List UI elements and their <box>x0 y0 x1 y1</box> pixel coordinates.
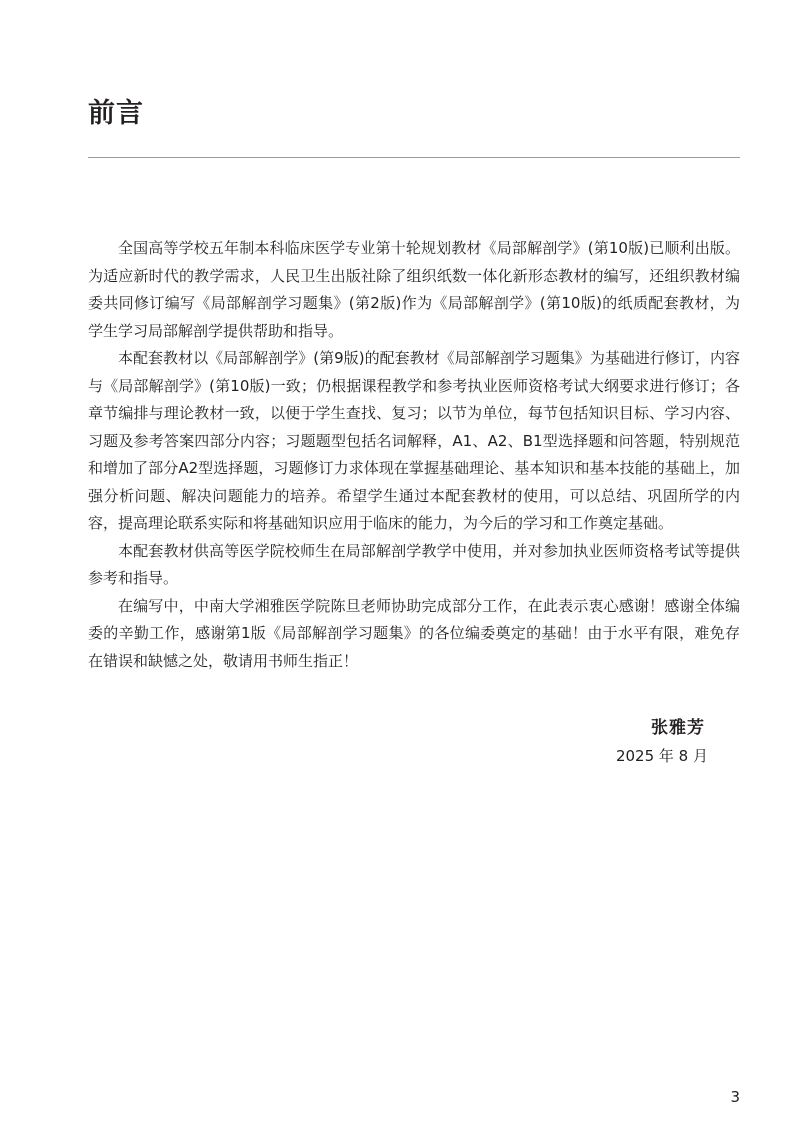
preface-paragraph-3: 本配套教材供高等医学院校师生在局部解剖学教学中使用，并对参加执业医师资格考试等提供参考和指导。 <box>88 541 740 587</box>
preface-paragraph-2: 本配套教材以《局部解剖学》(第9版)的配套教材《局部解剖学习题集》为基础进行修订，内容与《局部解剖学》(第10版)一致；仍根据课程教学和参考执业医师资格考试大纲要求进行修订；各章节编排与理论教材一致，以便于学生查找、复习；以节为单位，每节包括知识目标、学习内容、习题及参考答案四部分内容；习题题型包括名词解释，A1、A2、B1型选择题和问答题，特别规范和增加了部分A2型选择题，习题修订力求体现在掌握基础理论、基本知识和基本技能的基础上，加强分析问题、解决问题能力的培养。希望学生通过本配套教材的使用，可以总结、巩固所学的内容，提高理论联系实际和将基础知识应用于临床的能力，为今后的学习和工作奠定基础。 <box>88 349 740 532</box>
preface-paragraph-1: 全国高等学校五年制本科临床医学专业第十轮规划教材《局部解剖学》(第10版)已顺利出版。为适应新时代的教学需求，人民卫生出版社除了组织纸数一体化新形态教材的编写，还组织教材编委共同修订编写《局部解剖学习题集》(第2版)作为《局部解剖学》(第10版)的纸质配套教材，为学生学习局部解剖学提供帮助和指导。 <box>88 239 740 340</box>
page-title: 前言 <box>88 98 144 129</box>
signature-date: 2025 年 8 月 <box>615 747 708 765</box>
preface-paragraph-4: 在编写中，中南大学湘雅医学院陈旦老师协助完成部分工作，在此表示衷心感谢！感谢全体编委的辛勤工作，感谢第1版《局部解剖学习题集》的各位编委奠定的基础！由于水平有限，难免存在错误和缺憾之处，敬请用书师生指正！ <box>88 596 740 670</box>
preface-body <box>88 235 740 675</box>
author-name: 张雅芳 <box>651 718 705 738</box>
title-divider <box>88 157 740 158</box>
page-number: 3 <box>730 1088 740 1106</box>
signature-block <box>616 715 708 769</box>
